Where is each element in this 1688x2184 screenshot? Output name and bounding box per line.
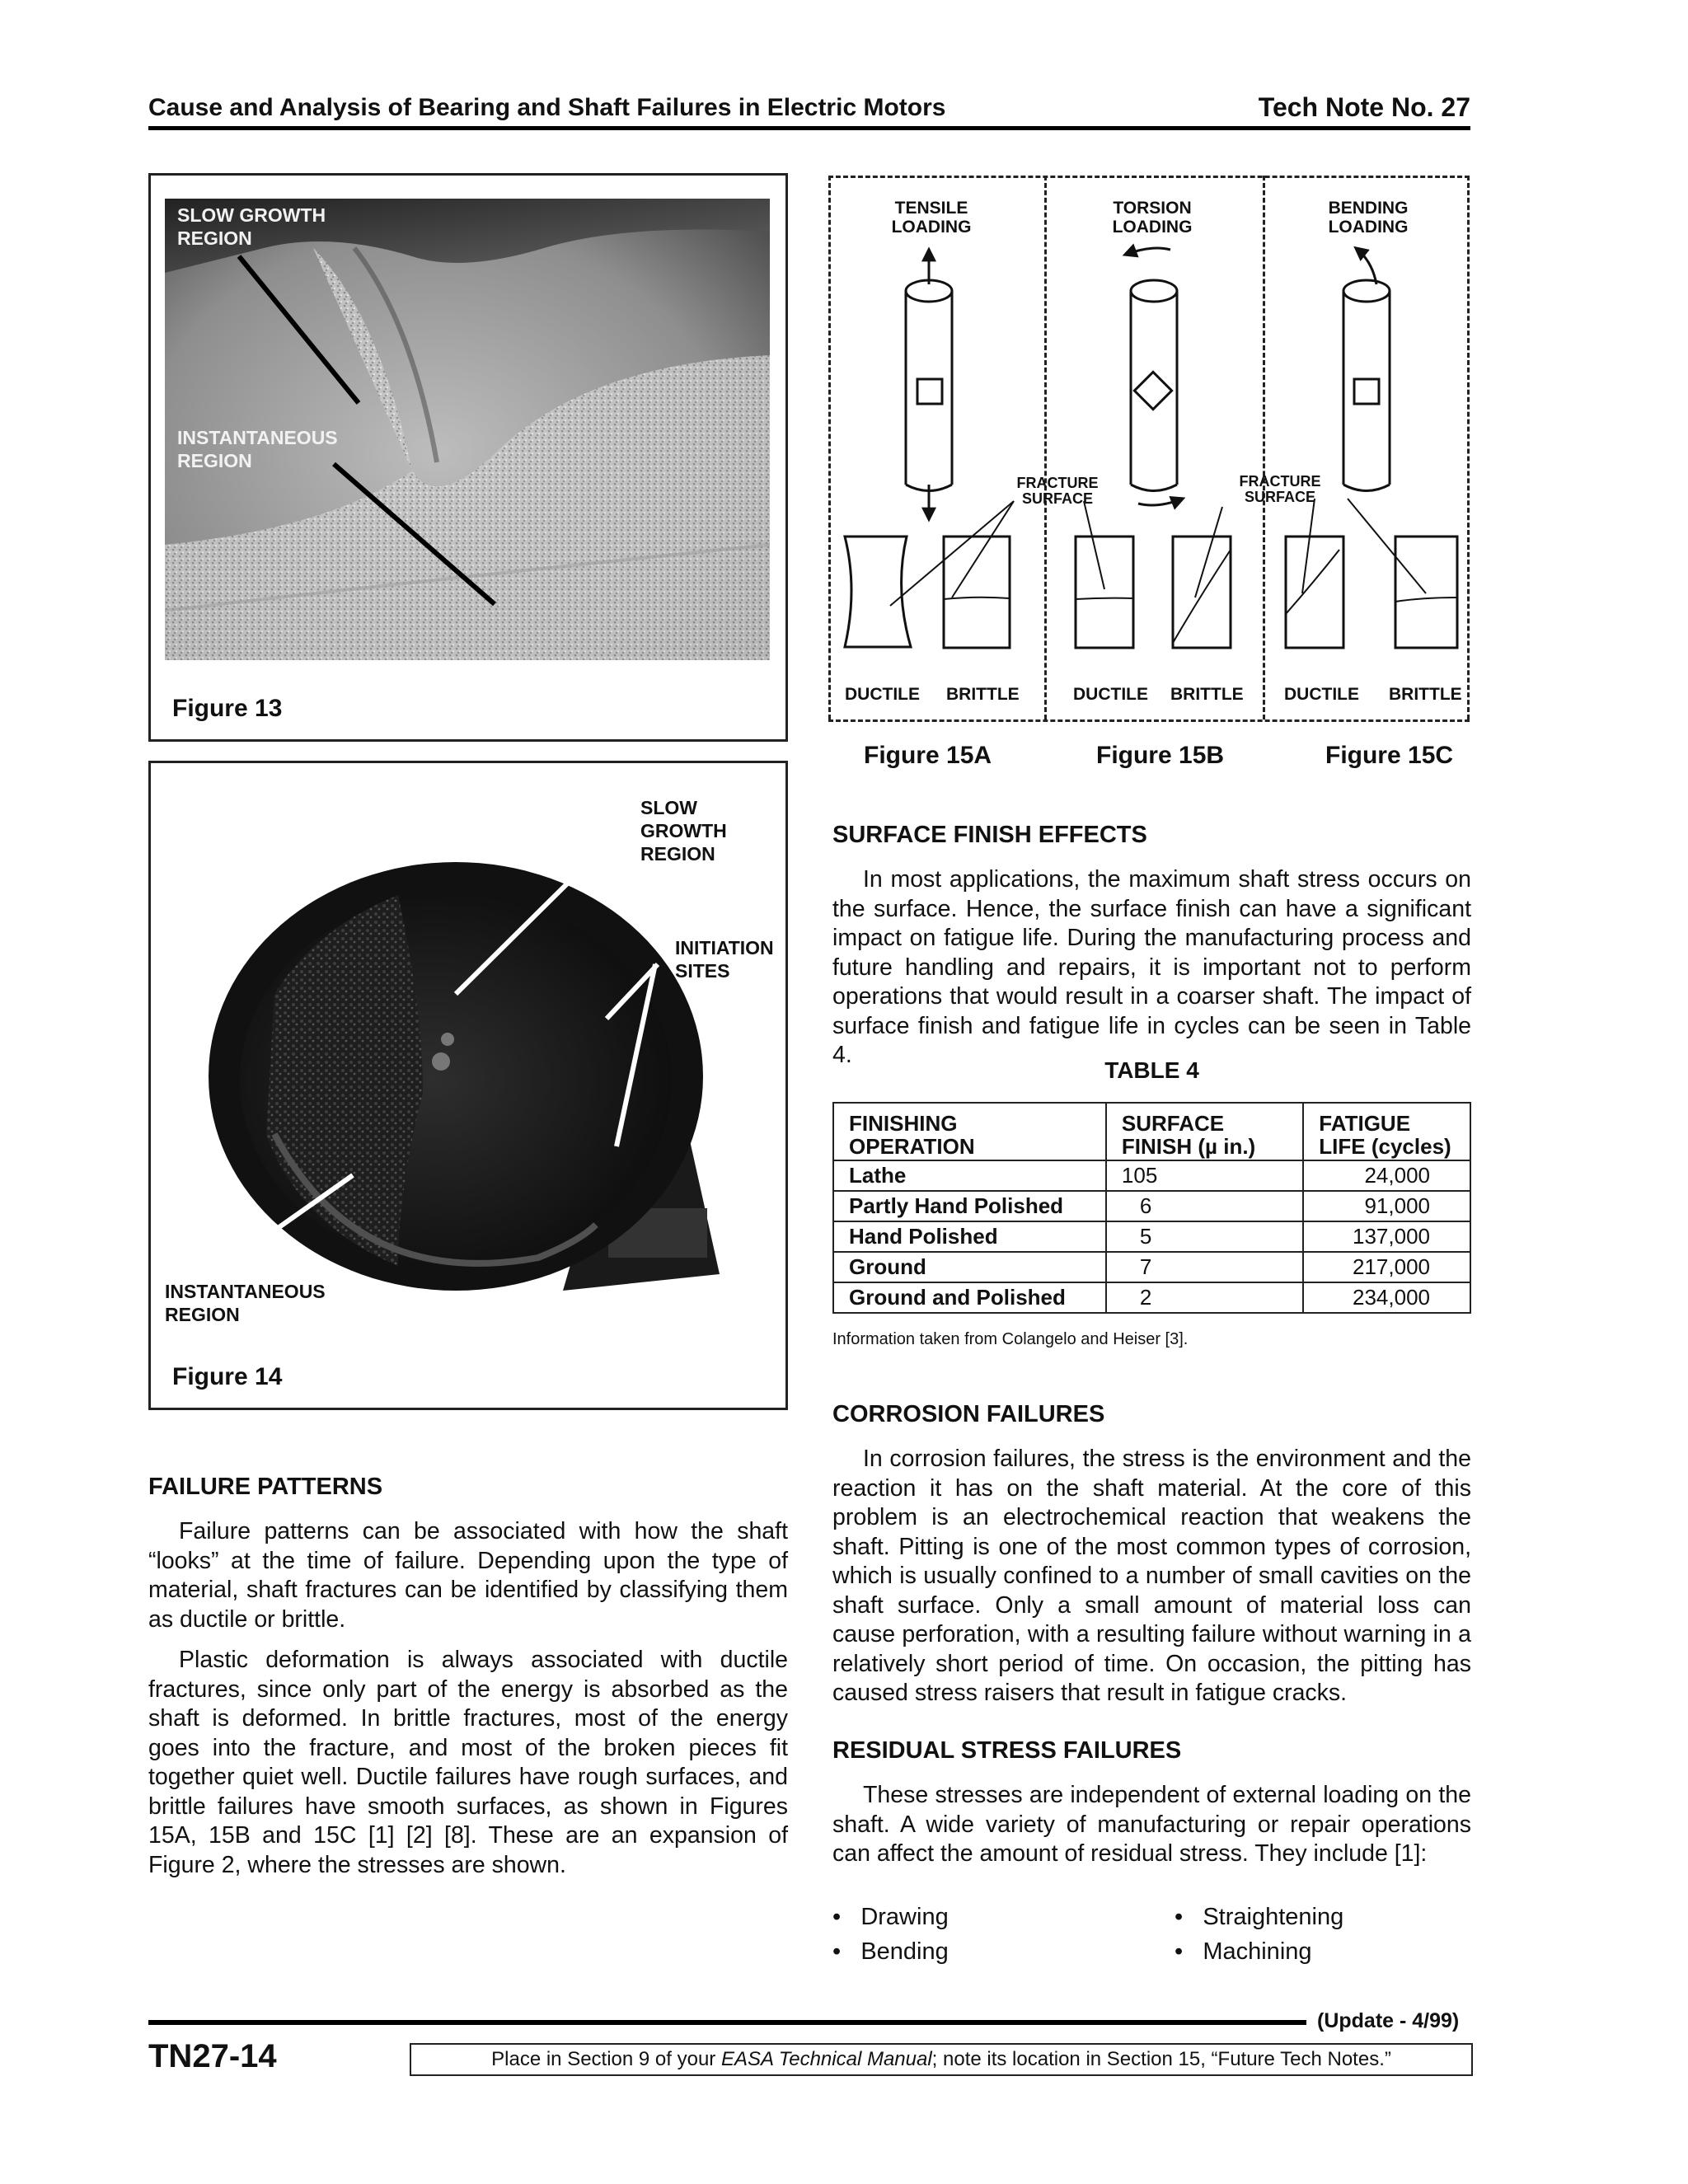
fracture-surface-label-a: FRACTURE SURFACE	[1016, 475, 1099, 507]
row-life: 137,000	[1303, 1221, 1470, 1252]
panel-c-loading-label: BENDING LOADING	[1328, 199, 1409, 237]
figure-15a-caption: Figure 15A	[864, 742, 992, 769]
table-4	[832, 1102, 1471, 1314]
figure-13-photo	[165, 199, 770, 660]
label-instantaneous-region: INSTANTANEOUS REGION	[177, 427, 338, 471]
label-slow-growth-region: SLOW GROWTH REGION	[177, 204, 326, 249]
section-title-residual-stress: RESIDUAL STRESS FAILURES	[832, 1737, 1182, 1764]
figure-15c-caption: Figure 15C	[1325, 742, 1454, 769]
bullet-item: • Straightening	[1175, 1904, 1344, 1930]
failure-patterns-paragraph-1: Failure patterns can be associated with how the shaft “looks” at the time of failure. Depending upon the type of material, shaft fractures can be identified by classifying them as ductile or brittle.	[148, 1518, 788, 1633]
running-header-tech-note: Tech Note No. 27	[1258, 92, 1470, 122]
panel-a-loading-label: TENSILE LOADING	[891, 199, 972, 237]
page-identifier: TN27-14	[148, 2038, 277, 2074]
table-4-title: TABLE 4	[1104, 1057, 1199, 1083]
update-date: (Update - 4/99)	[1317, 2009, 1460, 2032]
section-title-surface-finish: SURFACE FINISH EFFECTS	[832, 822, 1147, 848]
table-row	[833, 1160, 1470, 1191]
header-rule	[148, 126, 1470, 130]
row-life: 24,000	[1303, 1160, 1470, 1191]
label-instantaneous-region: INSTANTANEOUS REGION	[165, 1281, 326, 1325]
figure-13-caption: Figure 13	[172, 695, 283, 722]
panel-b-ductile-label: DUCTILE	[1073, 685, 1148, 704]
row-finish: 105	[1106, 1160, 1303, 1191]
row-operation: Ground and Polished	[833, 1282, 1106, 1313]
figure-15-diagram	[828, 169, 1471, 729]
fracture-surface-label-b: FRACTURE SURFACE	[1239, 473, 1321, 505]
panel-a-brittle-label: BRITTLE	[946, 685, 1020, 704]
loading-diagrams-svg	[828, 169, 1471, 729]
figure-14-caption: Figure 14	[172, 1363, 283, 1390]
panel-c-brittle-label: BRITTLE	[1389, 685, 1462, 704]
table-row	[833, 1191, 1470, 1221]
panel-c-ductile-label: DUCTILE	[1284, 685, 1359, 704]
table-row	[833, 1221, 1470, 1252]
table-row	[833, 1252, 1470, 1282]
bullet-item: • Drawing	[832, 1904, 949, 1930]
figure-15b-caption: Figure 15B	[1096, 742, 1225, 769]
figure-14-frame	[148, 761, 788, 1410]
row-finish: 5	[1106, 1221, 1303, 1252]
section-title-corrosion: CORROSION FAILURES	[832, 1401, 1105, 1427]
table-header-row	[833, 1103, 1470, 1160]
label-initiation-sites: INITIATION SITES	[675, 937, 774, 982]
row-operation: Hand Polished	[833, 1221, 1106, 1252]
residual-stress-paragraph: These stresses are independent of external loading on the shaft. A wide variety of manufacturing or repair operations can affect the amount of residual stress. They include [1]:	[832, 1782, 1471, 1867]
running-header-title: Cause and Analysis of Bearing and Shaft Failures in Electric Motors	[148, 94, 946, 121]
panel-a-ductile-label: DUCTILE	[845, 685, 920, 704]
row-finish: 6	[1106, 1191, 1303, 1221]
header-surface-finish: SURFACE FINISH (µ in.)	[1106, 1103, 1303, 1160]
table-row	[833, 1282, 1470, 1313]
row-operation: Partly Hand Polished	[833, 1191, 1106, 1221]
header-fatigue-life: FATIGUE LIFE (cycles)	[1303, 1103, 1470, 1160]
row-life: 217,000	[1303, 1252, 1470, 1282]
filing-instruction-box: Place in Section 9 of your EASA Technical Manual; note its location in Section 15, “Future Tech Notes.”	[410, 2043, 1473, 2076]
panel-b-brittle-label: BRITTLE	[1170, 685, 1244, 704]
row-operation: Lathe	[833, 1160, 1106, 1191]
figure-13-frame	[148, 173, 788, 742]
surface-finish-paragraph: In most applications, the maximum shaft stress occurs on the surface. Hence, the surface finish can have a significant impact on fatigue life. During the manufacturing process and future handling and repairs, it is important not to perform operations that would result in a coarser shaft. The impact of surface finish and fatigue life in cycles can be seen in Table 4.	[832, 866, 1471, 1068]
row-finish: 7	[1106, 1252, 1303, 1282]
panel-b-loading-label: TORSION LOADING	[1112, 199, 1193, 237]
failure-patterns-paragraph-2: Plastic deformation is always associated with ductile fractures, since only part of the energy is absorbed as the shaft is deformed. In brittle fractures, most of the energy goes into the fracture, and most of the broken pieces fit together quiet well. Ductile failures have rough surfaces, and brittle failures have smooth surfaces, as shown in Figures 15A, 15B and 15C [1] [2] [8]. These are an expansion of Figure 2, where the stresses are shown.	[148, 1647, 788, 1878]
table-4-source-note: Information taken from Colangelo and Heiser [3].	[832, 1330, 1189, 1348]
row-finish: 2	[1106, 1282, 1303, 1313]
corrosion-paragraph: In corrosion failures, the stress is the environment and the reaction it has on the shaft material. At the core of this problem is an electrochemical reaction that weakens the shaft. Pitting is one of the most common types of corrosion, which is usually confined to a number of small cavities on the shaft surface. Only a small amount of material loss can cause perforation, with a resulting failure without warning in a relatively short period of time. On occasion, the pitting has caused stress raisers that result in fatigue cracks.	[832, 1446, 1471, 1706]
label-slow-growth-region: SLOW GROWTH REGION	[640, 797, 727, 865]
bullet-item: • Bending	[832, 1938, 949, 1965]
bullet-item: • Machining	[1175, 1938, 1312, 1965]
row-operation: Ground	[833, 1252, 1106, 1282]
row-life: 234,000	[1303, 1282, 1470, 1313]
footer-rule	[148, 2020, 1306, 2025]
section-title-failure-patterns: FAILURE PATTERNS	[148, 1474, 383, 1500]
header-finishing-operation: FINISHING OPERATION	[833, 1103, 1106, 1160]
row-life: 91,000	[1303, 1191, 1470, 1221]
